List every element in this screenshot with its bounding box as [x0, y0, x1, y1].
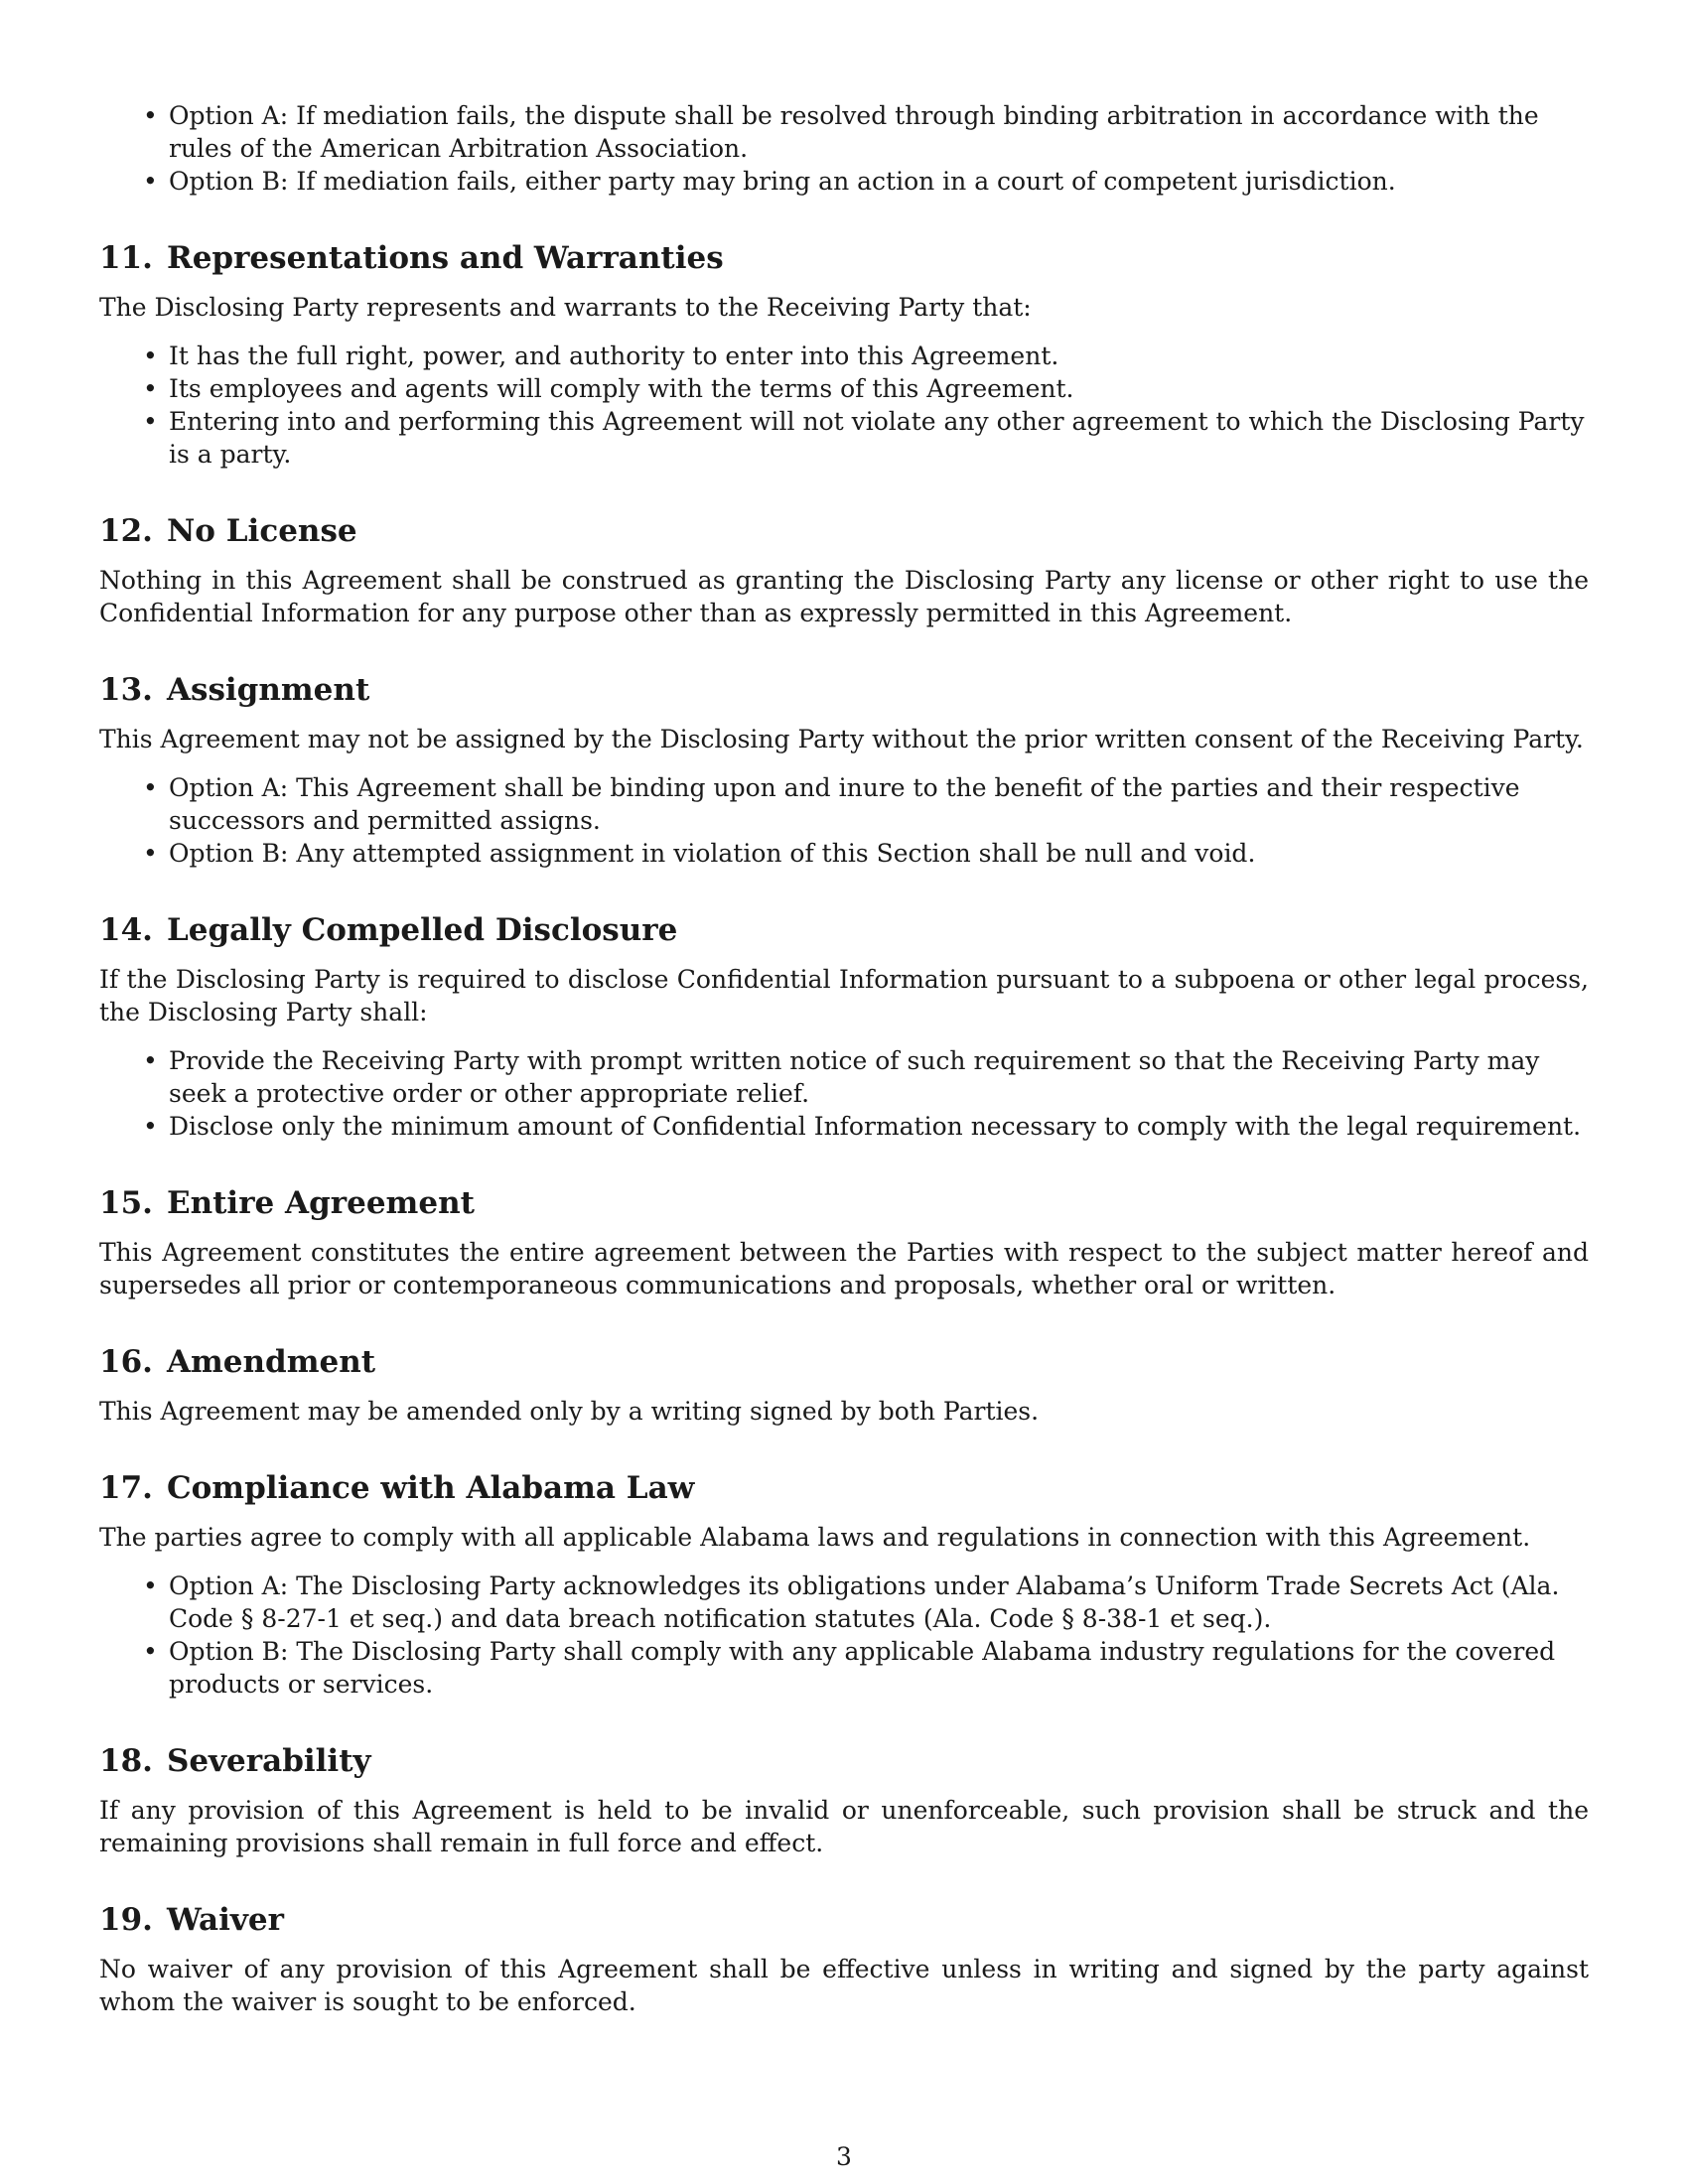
section-number: 17. [99, 1470, 153, 1506]
list-item: • Disclose only the minimum amount of Confidential Information necessary to comply with the legal requirement. [169, 1110, 1589, 1143]
section-title: Amendment [166, 1344, 376, 1380]
section-title: Legally Compelled Disclosure [166, 912, 678, 948]
section-title: Entire Agreement [166, 1185, 475, 1221]
section-heading [99, 512, 1589, 550]
section-number: 15. [99, 1185, 153, 1221]
section-title: Severability [166, 1743, 371, 1779]
section-title: Assignment [166, 672, 370, 708]
section-heading [99, 1901, 1589, 1939]
section-waiver [99, 1901, 1589, 2018]
page-number: 3 [836, 2142, 852, 2171]
list-item: • Its employees and agents will comply with the terms of this Agreement. [169, 372, 1589, 405]
section-body: This Agreement may be amended only by a writing signed by both Parties. [99, 1397, 1040, 1426]
list-item: • Provide the Receiving Party with prompt written notice of such requirement so that the Receiving Party may seek a protective order or other appropriate relief. [169, 1044, 1589, 1110]
section-compliance-with-alabama-law [99, 1469, 1589, 1701]
section-number: 13. [99, 672, 153, 708]
list-item: • Option B: If mediation fails, either party may bring an action in a court of competent jurisdiction. [169, 165, 1589, 198]
section-no-license [99, 512, 1589, 629]
document-page [99, 99, 1589, 2018]
section-list [99, 771, 1589, 870]
list-item: • Option B: Any attempted assignment in violation of this Section shall be null and void. [169, 837, 1589, 870]
section-heading [99, 671, 1589, 709]
section-legally-compelled-disclosure [99, 911, 1589, 1143]
section-list [99, 340, 1589, 471]
section-representations-and-warranties [99, 239, 1589, 471]
section-number: 12. [99, 513, 153, 549]
section-body: This Agreement may not be assigned by the Disclosing Party without the prior written consent of the Receiving Party. [99, 725, 1584, 753]
section-body: Nothing in this Agreement shall be construed as granting the Disclosing Party any license or other right to use the Confidential Information for any purpose other than as expressly permitted in this Agreement. [99, 566, 1589, 627]
section-title: No License [166, 513, 357, 549]
section-title: Representations and Warranties [166, 240, 724, 276]
list-item: • Option A: This Agreement shall be binding upon and inure to the benefit of the parties and their respective successors and permitted assigns. [169, 771, 1589, 837]
list-item: • Option A: The Disclosing Party acknowledges its obligations under Alabama’s Uniform Trade Secrets Act (Ala. Code § 8-27-1 et seq.) and data breach notification statutes (Ala. Code § 8-38-1 et seq.). [169, 1570, 1589, 1635]
list-item: • Option A: If mediation fails, the dispute shall be resolved through binding arbitration in accordance with the rules of the American Arbitration Association. [169, 99, 1589, 165]
section-number: 19. [99, 1902, 153, 1938]
section-number: 14. [99, 912, 153, 948]
section-assignment [99, 671, 1589, 870]
list-item: • It has the full right, power, and authority to enter into this Agreement. [169, 340, 1589, 372]
section-amendment [99, 1343, 1589, 1428]
section-heading [99, 911, 1589, 949]
section-entire-agreement [99, 1184, 1589, 1301]
section-body: The parties agree to comply with all applicable Alabama laws and regulations in connection with this Agreement. [99, 1523, 1531, 1552]
section-list [99, 1570, 1589, 1701]
section-heading [99, 239, 1589, 277]
section-body: No waiver of any provision of this Agreement shall be effective unless in writing and signed by the party against whom the waiver is sought to be enforced. [99, 1955, 1589, 2016]
section-body: This Agreement constitutes the entire agreement between the Parties with respect to the subject matter hereof and supersedes all prior or contemporaneous communications and proposals, whether oral or written. [99, 1238, 1589, 1299]
list-item: • Option B: The Disclosing Party shall comply with any applicable Alabama industry regulations for the covered products or services. [169, 1635, 1589, 1701]
section-title: Waiver [166, 1902, 284, 1938]
section-heading [99, 1742, 1589, 1780]
list-item: • Entering into and performing this Agreement will not violate any other agreement to which the Disclosing Party is a party. [169, 405, 1589, 471]
section-list [99, 1044, 1589, 1143]
section-body: If any provision of this Agreement is held to be invalid or unenforceable, such provision shall be struck and the remaining provisions shall remain in full force and effect. [99, 1796, 1589, 1857]
section-severability [99, 1742, 1589, 1859]
section-title: Compliance with Alabama Law [166, 1470, 695, 1506]
section-heading [99, 1184, 1589, 1222]
section-heading [99, 1343, 1589, 1381]
section-heading [99, 1469, 1589, 1507]
section-number: 16. [99, 1344, 153, 1380]
intro-option-list [99, 99, 1589, 198]
section-body: If the Disclosing Party is required to disclose Confidential Information pursuant to a subpoena or other legal process, the Disclosing Party shall: [99, 965, 1589, 1026]
section-number: 18. [99, 1743, 153, 1779]
section-number: 11. [99, 240, 153, 276]
section-body: The Disclosing Party represents and warrants to the Receiving Party that: [99, 293, 1032, 322]
